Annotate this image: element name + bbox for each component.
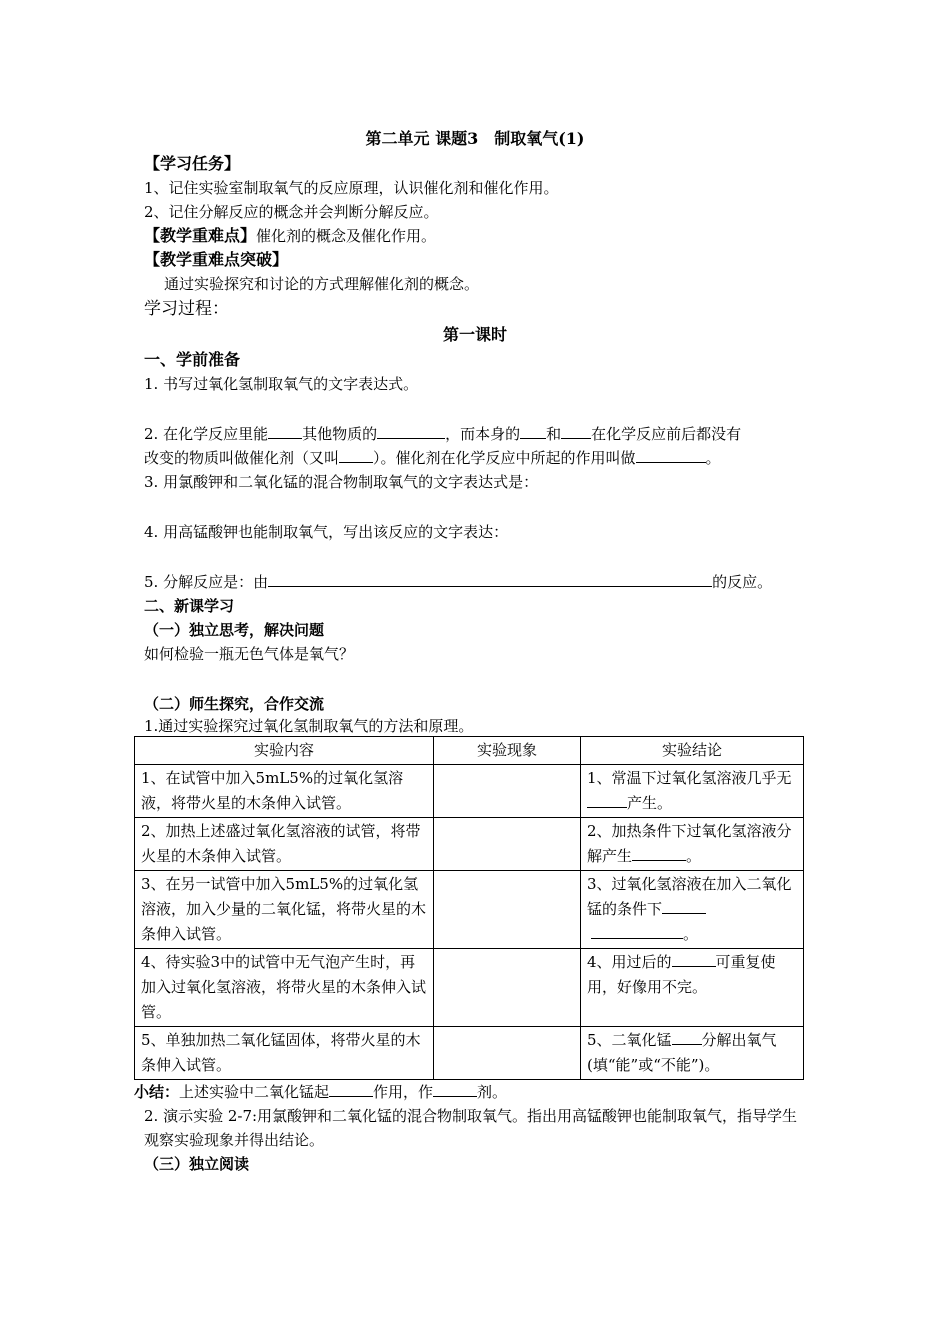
table-header: 实验现象 [434,737,581,765]
part3-heading: （三）独立阅读 [144,1155,250,1173]
conclusion-cell [581,1027,804,1080]
table-header-row [135,737,804,765]
phenomenon-cell[interactable] [434,1027,581,1080]
prep-question-1: 1. 书写过氧化氢制取氧气的文字表达式。 [144,375,419,393]
fill-blank[interactable] [339,447,373,463]
process-heading: 学习过程： [144,299,229,319]
conclusion-cell [581,818,804,871]
prep-heading: 一、学前准备 [144,350,241,369]
prep-question-5 [144,570,806,594]
document-body [134,126,806,1176]
fill-blank[interactable] [672,951,716,967]
summary-text: 剂。 [477,1083,508,1101]
conclusion-cell [581,949,804,1027]
experiment-table [134,736,804,1080]
q2-text: 和 [546,425,562,443]
q5-text: 的反应。 [712,573,773,591]
table-row [135,871,804,949]
table-header: 实验内容 [135,737,434,765]
fill-blank[interactable] [377,423,445,439]
prep-question-4: 4. 用高锰酸钾也能制取氧气，写出该反应的文字表达： [144,523,509,541]
fill-blank[interactable] [561,423,591,439]
conclusion-cell [581,765,804,818]
experiment-content: 2、加热上述盛过氧化氢溶液的试管，将带火星的木条伸入试管。 [135,818,434,871]
experiment-content: 1、在试管中加入5mL5%的过氧化氢溶液，将带火星的木条伸入试管。 [135,765,434,818]
q2-text: 改变的物质叫做催化剂（又叫 [144,449,340,467]
learning-task-heading: 【学习任务】 [144,154,241,173]
fill-blank[interactable] [268,423,302,439]
experiment-content: 4、待实验3中的试管中无气泡产生时，再加入过氧化氢溶液，将带火星的木条伸入试管。 [135,949,434,1027]
conclusion-text: 1、常温下过氧化氢溶液几乎无 [587,769,792,787]
fill-blank[interactable] [636,447,706,463]
fill-blank[interactable] [329,1081,373,1097]
keypoint-line [144,224,806,248]
table-row [135,765,804,818]
part1-question: 如何检验一瓶无色气体是氧气？ [144,645,355,663]
fill-blank[interactable] [268,571,712,587]
fill-blank[interactable] [672,1029,702,1045]
new-lesson-heading: 二、新课学习 [144,597,235,615]
experiment-content: 3、在另一试管中加入5mL5%的过氧化氢溶液，加入少量的二氧化锰，将带火星的木条伸入试管。 [135,871,434,949]
summary-label: 小结： [134,1083,180,1101]
q2-text: 在化学反应前后都没有 [591,425,742,443]
conclusion-text: 。 [683,925,699,943]
document-title: 第二单元 课题3 制取氧气(1) [365,129,585,148]
conclusion-text: 分解出氧气(填“能”或“不能”)。 [587,1031,777,1074]
summary-text: 上述实验中二氧化锰起 [179,1083,330,1101]
conclusion-cell [581,871,804,949]
keypoint-text: 催化剂的概念及催化作用。 [256,227,437,245]
summary-line [134,1080,806,1104]
experiment-content: 5、单独加热二氧化锰固体，将带火星的木条伸入试管。 [135,1027,434,1080]
prep-question-2 [144,422,806,470]
q2-text: ）。催化剂在化学反应中所起的作用叫做 [373,449,636,467]
phenomenon-cell[interactable] [434,818,581,871]
breakthrough-heading: 【教学重难点突破】 [144,250,289,269]
q5-text: 5. 分解反应是：由 [144,573,269,591]
q2-text: ，而本身的 [445,425,521,443]
table-row [135,818,804,871]
conclusion-text: 5、二氧化锰 [587,1031,672,1049]
phenomenon-cell[interactable] [434,949,581,1027]
fill-blank[interactable] [433,1081,477,1097]
part2-heading: （二）师生探究，合作交流 [144,695,325,713]
phenomenon-cell[interactable] [434,871,581,949]
task-item: 1、记住实验室制取氧气的反应原理，认识催化剂和催化作用。 [144,179,559,197]
conclusion-text: 。 [686,847,702,865]
fill-blank[interactable] [520,423,546,439]
conclusion-text: 产生。 [627,794,673,812]
table-row [135,949,804,1027]
demo-experiment-text: 2. 演示实验 2-7:用氯酸钾和二氧化锰的混合物制取氧气。指出用高锰酸钾也能制取氧气，指导学生观察实验现象并得出结论。 [144,1107,798,1149]
conclusion-text: 3、过氧化氢溶液在加入二氧化锰的条件下 [587,875,792,918]
table-row [135,1027,804,1080]
breakthrough-text: 通过实验探究和讨论的方式理解催化剂的概念。 [164,275,480,293]
summary-text: 作用，作 [373,1083,434,1101]
q2-text: 2. 在化学反应里能 [144,425,269,443]
fill-blank[interactable] [662,898,706,914]
fill-blank[interactable] [591,923,683,939]
fill-blank[interactable] [587,792,627,808]
conclusion-text: 可重复使用，好像用不完。 [587,953,776,996]
q2-text: 其他物质的 [302,425,378,443]
keypoint-heading: 【教学重难点】 [144,226,257,245]
fill-blank[interactable] [632,845,686,861]
conclusion-text: 4、用过后的 [587,953,672,971]
task-item: 2、记住分解反应的概念并会判断分解反应。 [144,203,439,221]
lesson-heading: 第一课时 [442,325,507,344]
table-header: 实验结论 [581,737,804,765]
phenomenon-cell[interactable] [434,765,581,818]
q2-text: 。 [705,449,721,467]
conclusion-text: 2、加热条件下过氧化氢溶液分解产生 [587,822,792,865]
part2-intro: 1.通过实验探究过氧化氢制取氧气的方法和原理。 [144,717,474,735]
prep-question-3: 3. 用氯酸钾和二氧化锰的混合物制取氧气的文字表达式是： [144,473,539,491]
part1-heading: （一）独立思考，解决问题 [144,621,325,639]
